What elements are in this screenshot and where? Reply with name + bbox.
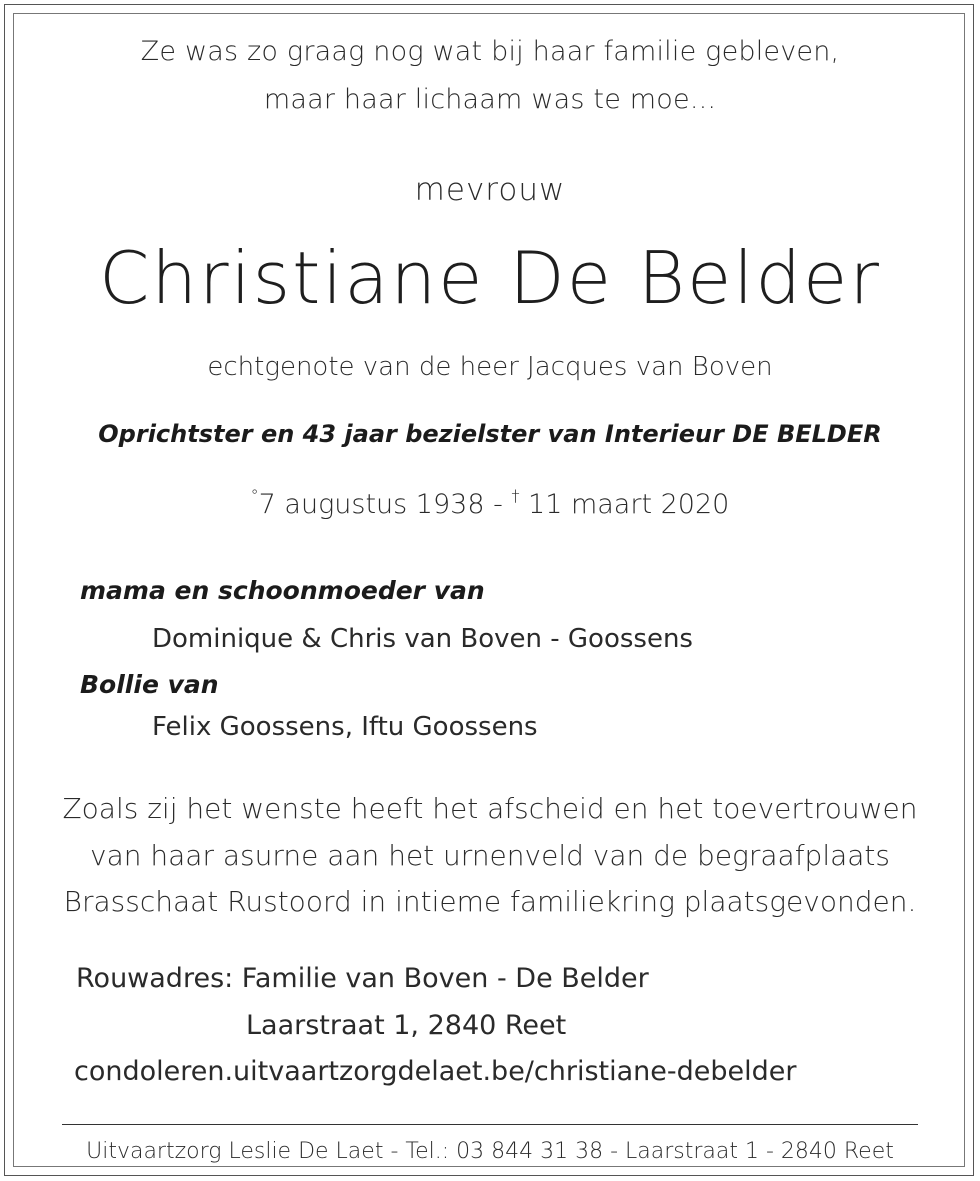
footer-divider — [62, 1124, 918, 1125]
relation-names: Felix Goossens, Iftu Goossens — [152, 712, 538, 742]
deceased-name: Christiane De Belder — [99, 236, 881, 320]
spouse-line: echtgenote van de heer Jacques van Boven — [207, 352, 773, 382]
message-line-2: van haar asurne aan het urnenveld van de begraafplaats — [90, 839, 890, 872]
birth-date: 7 augustus 1938 - — [258, 489, 512, 520]
mourning-address-street: Laarstraat 1, 2840 Reet — [246, 1010, 567, 1041]
condolence-website: condoleren.uitvaartzorgdelaet.be/christiane-debelder — [74, 1056, 797, 1087]
relation-heading: mama en schoonmoeder van — [80, 576, 485, 605]
message-line-1: Zoals zij het wenste heeft het afscheid en het toevertrouwen — [62, 792, 918, 825]
birth-symbol: ° — [250, 486, 259, 505]
relation-names: Dominique & Chris van Boven - Goossens — [152, 624, 693, 654]
death-date: 11 maart 2020 — [519, 489, 730, 520]
mourning-address-label: Rouwadres: Familie van Boven - De Belder — [76, 963, 649, 994]
relation-heading: Bollie van — [80, 670, 219, 699]
funeral-home-footer: Uitvaartzorg Leslie De Laet - Tel.: 03 844 31 38 - Laarstraat 1 - 2840 Reet — [86, 1139, 894, 1164]
message-line-3: Brasschaat Rustoord in intieme familiekring plaatsgevonden. — [63, 885, 917, 918]
life-dates — [0, 486, 980, 520]
death-symbol: † — [511, 486, 520, 505]
intro-line-1: Ze was zo graag nog wat bij haar familie gebleven, — [140, 36, 840, 67]
role-line: Oprichtster en 43 jaar bezielster van Interieur DE BELDER — [98, 420, 882, 448]
intro-line-2: maar haar lichaam was te moe... — [263, 84, 717, 115]
honorific-title: mevrouw — [414, 172, 566, 208]
